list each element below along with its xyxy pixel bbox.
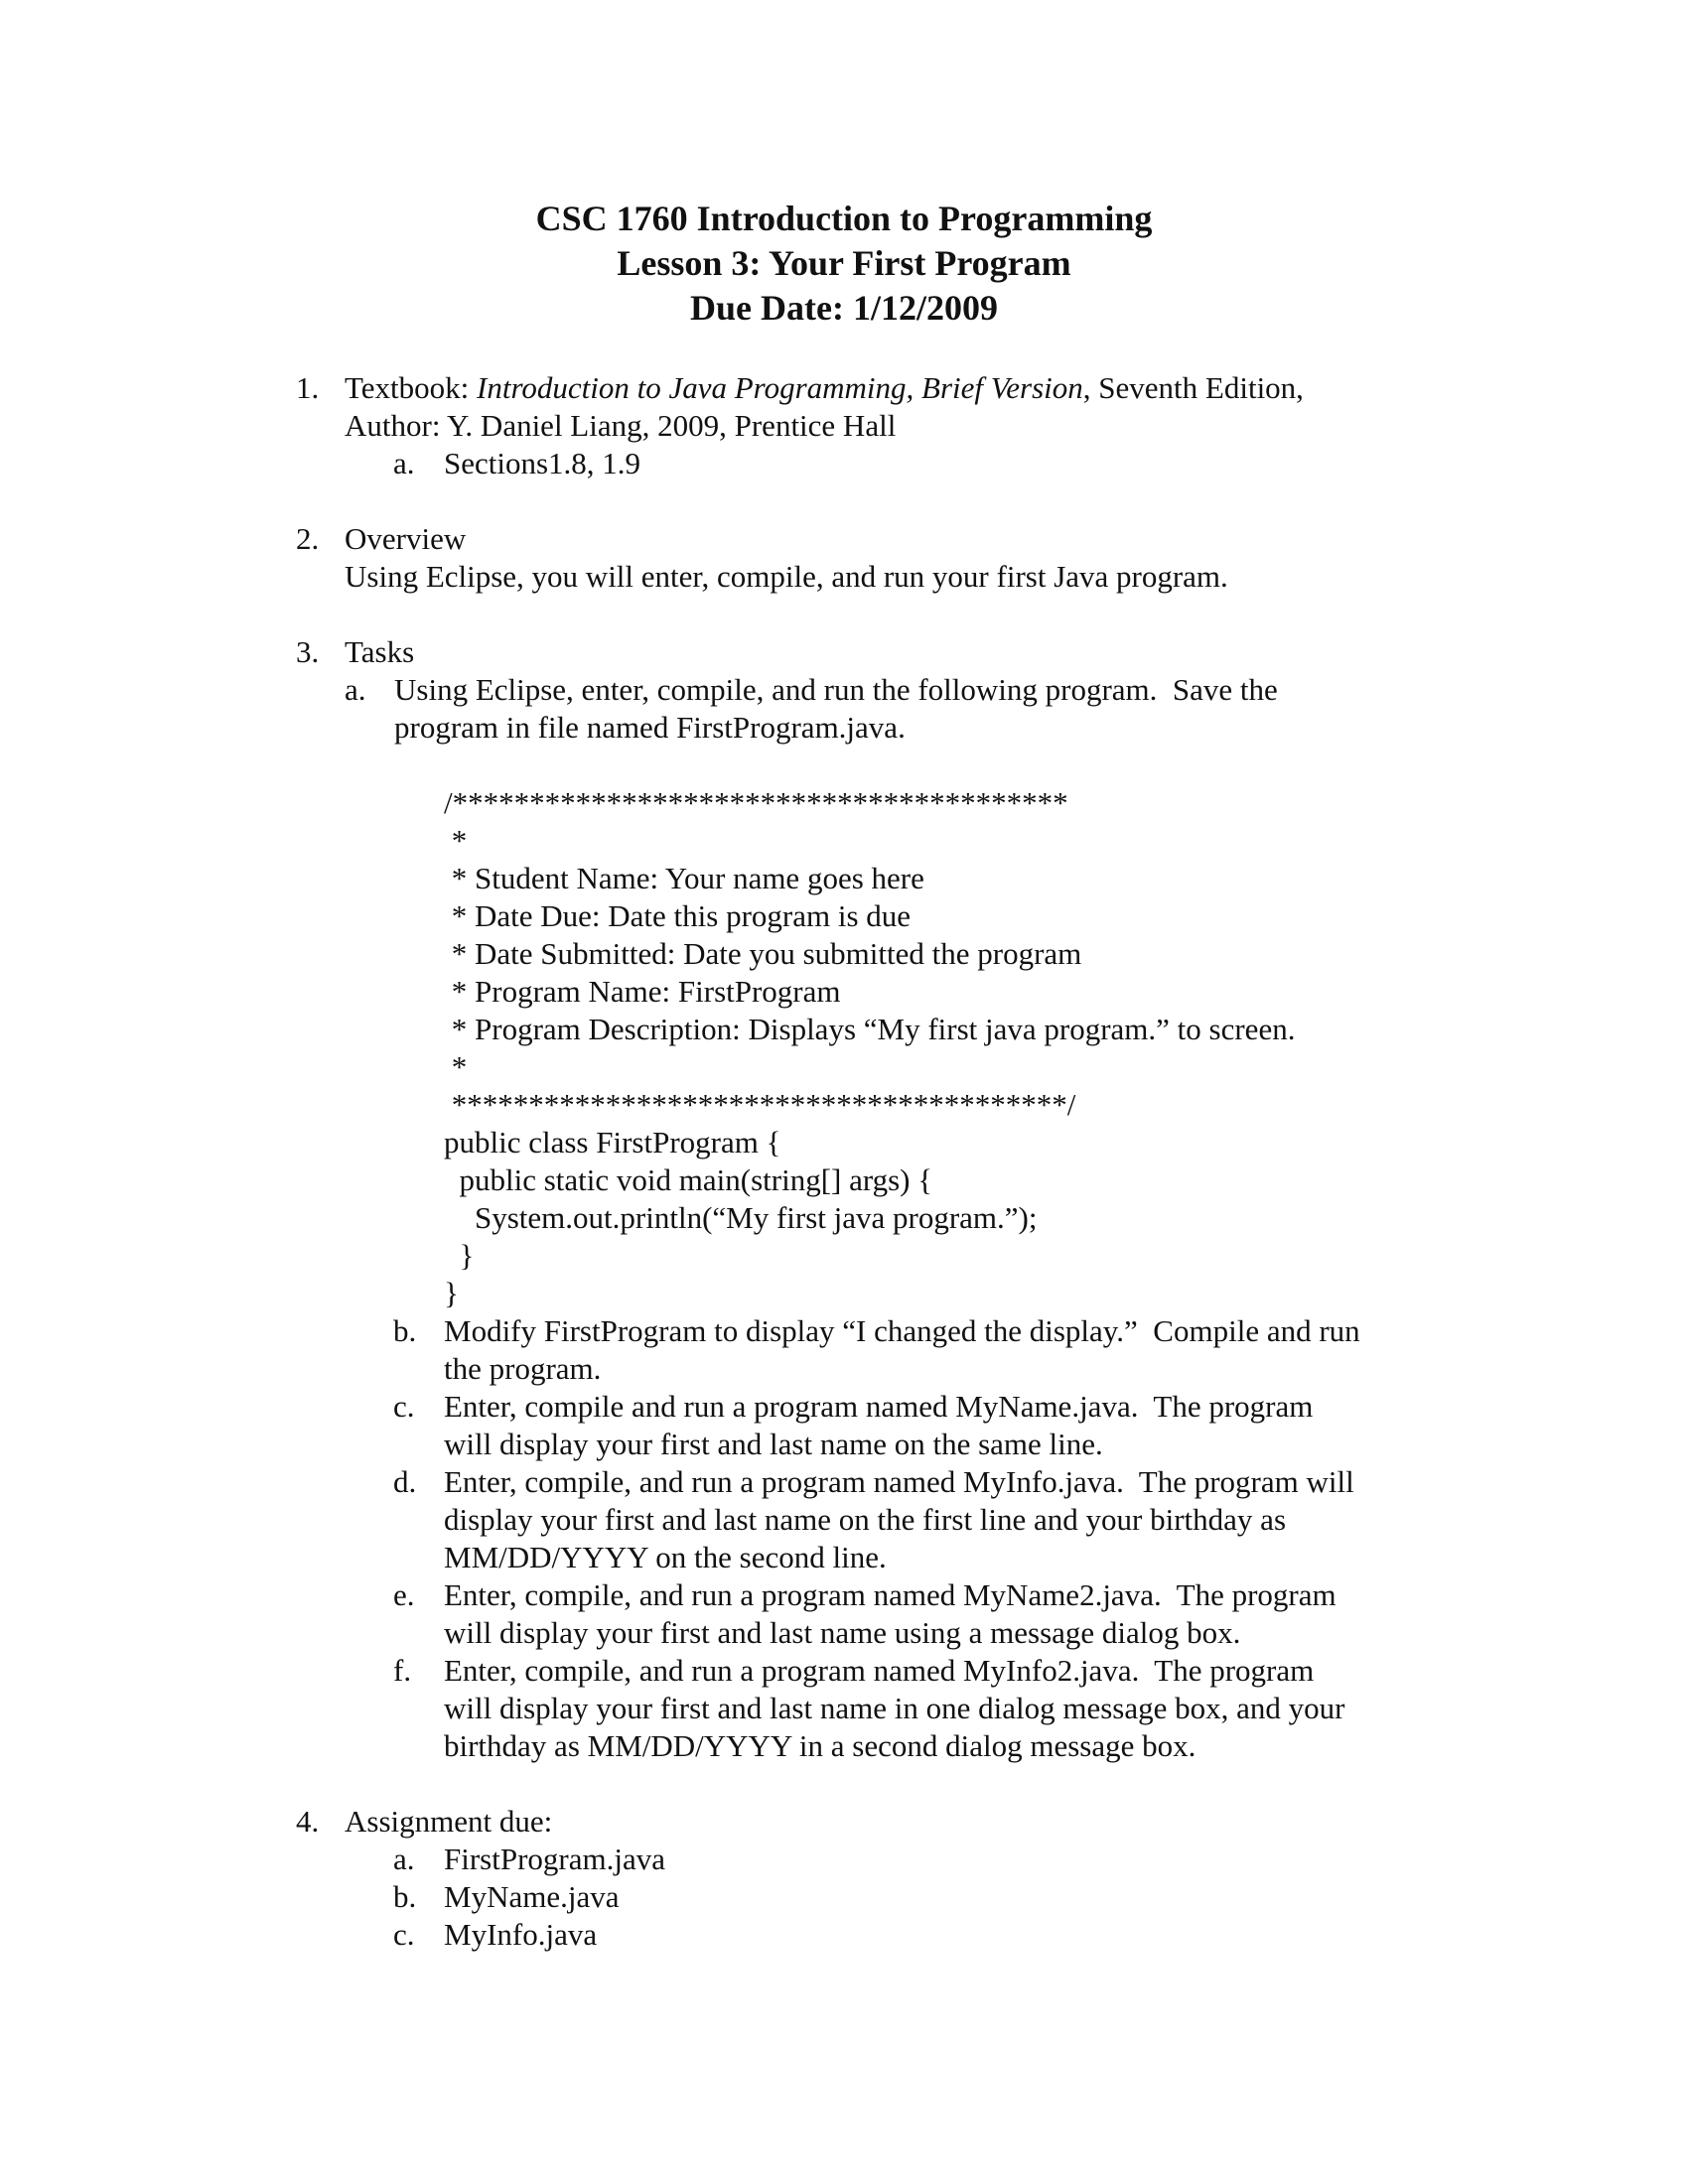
title-block (0, 197, 1688, 331)
task-c-line: will display your first and last name on the same line. (444, 1427, 1103, 1461)
section-4-heading: Assignment due: (345, 1804, 553, 1839)
due-item-b-marker: b. (393, 1879, 417, 1914)
task-b-line: Modify FirstProgram to display “I changed the display.” Compile and run (444, 1313, 1360, 1348)
textbook-title: Introduction to Java Programming, Brief Version (477, 370, 1083, 405)
section-3-number: 3. (296, 634, 320, 669)
task-f-line: Enter, compile, and run a program named MyInfo2.java. The program (444, 1653, 1315, 1688)
task-a-marker: a. (345, 672, 366, 707)
code-line: public static void main(string[] args) { (444, 1162, 933, 1197)
task-e-line: Enter, compile, and run a program named MyName2.java. The program (444, 1577, 1336, 1612)
code-line: System.out.println(“My first java program.”); (444, 1200, 1038, 1235)
due-item-b: MyName.java (444, 1879, 620, 1914)
task-b-marker: b. (393, 1313, 417, 1348)
code-line: } (444, 1276, 459, 1310)
task-d-marker: d. (393, 1464, 417, 1499)
task-b-line: the program. (444, 1351, 602, 1386)
task-d-line: MM/DD/YYYY on the second line. (444, 1540, 887, 1574)
code-line: * (444, 823, 468, 858)
section-2-body: Using Eclipse, you will enter, compile, and run your first Java program. (345, 559, 1228, 594)
code-line: /**************************************** (444, 785, 1068, 820)
textbook-label: Textbook: (345, 370, 478, 405)
code-line: * Program Description: Displays “My first java program.” to screen. (444, 1012, 1296, 1046)
lesson-title: Lesson 3: Your First Program (617, 243, 1071, 283)
task-a-line-2: program in file named FirstProgram.java. (394, 710, 906, 745)
task-c-marker: c. (393, 1389, 415, 1424)
task-a-line-1: Using Eclipse, enter, compile, and run the following program. Save the (394, 672, 1278, 707)
due-item-c-marker: c. (393, 1917, 415, 1952)
section-1-number: 1. (296, 370, 320, 405)
due-date: Due Date: 1/12/2009 (690, 288, 998, 328)
code-line: public class FirstProgram { (444, 1125, 781, 1160)
section-1a-text: Sections1.8, 1.9 (444, 446, 641, 480)
code-line: * Date Submitted: Date you submitted the program (444, 936, 1082, 971)
code-line: ****************************************/ (444, 1087, 1076, 1122)
textbook-author: Author: Y. Daniel Liang, 2009, Prentice Hall (345, 408, 897, 443)
due-item-c: MyInfo.java (444, 1917, 598, 1952)
section-4-number: 4. (296, 1804, 320, 1839)
due-item-a-marker: a. (393, 1842, 415, 1876)
section-1-textbook-line (345, 369, 1304, 407)
task-c-line: Enter, compile and run a program named MyName.java. The program (444, 1389, 1314, 1424)
task-e-line: will display your first and last name using a message dialog box. (444, 1615, 1241, 1650)
section-1a-marker: a. (393, 446, 415, 480)
textbook-edition: , Seventh Edition, (1082, 370, 1304, 405)
section-3-heading: Tasks (345, 634, 415, 669)
section-2-heading: Overview (345, 521, 467, 556)
task-e-marker: e. (393, 1577, 415, 1612)
section-2-number: 2. (296, 521, 320, 556)
code-line: * (444, 1049, 468, 1084)
task-f-line: birthday as MM/DD/YYYY in a second dialog message box. (444, 1728, 1196, 1763)
code-line: * Date Due: Date this program is due (444, 898, 912, 933)
code-line: } (444, 1238, 475, 1273)
task-d-line: display your first and last name on the first line and your birthday as (444, 1502, 1287, 1537)
code-line: * Program Name: FirstProgram (444, 974, 841, 1009)
course-title: CSC 1760 Introduction to Programming (535, 199, 1153, 238)
code-line: * Student Name: Your name goes here (444, 861, 924, 895)
task-d-line: Enter, compile, and run a program named MyInfo.java. The program will (444, 1464, 1354, 1499)
task-f-line: will display your first and last name in one dialog message box, and your (444, 1691, 1345, 1725)
task-f-marker: f. (393, 1653, 412, 1688)
due-item-a: FirstProgram.java (444, 1842, 665, 1876)
